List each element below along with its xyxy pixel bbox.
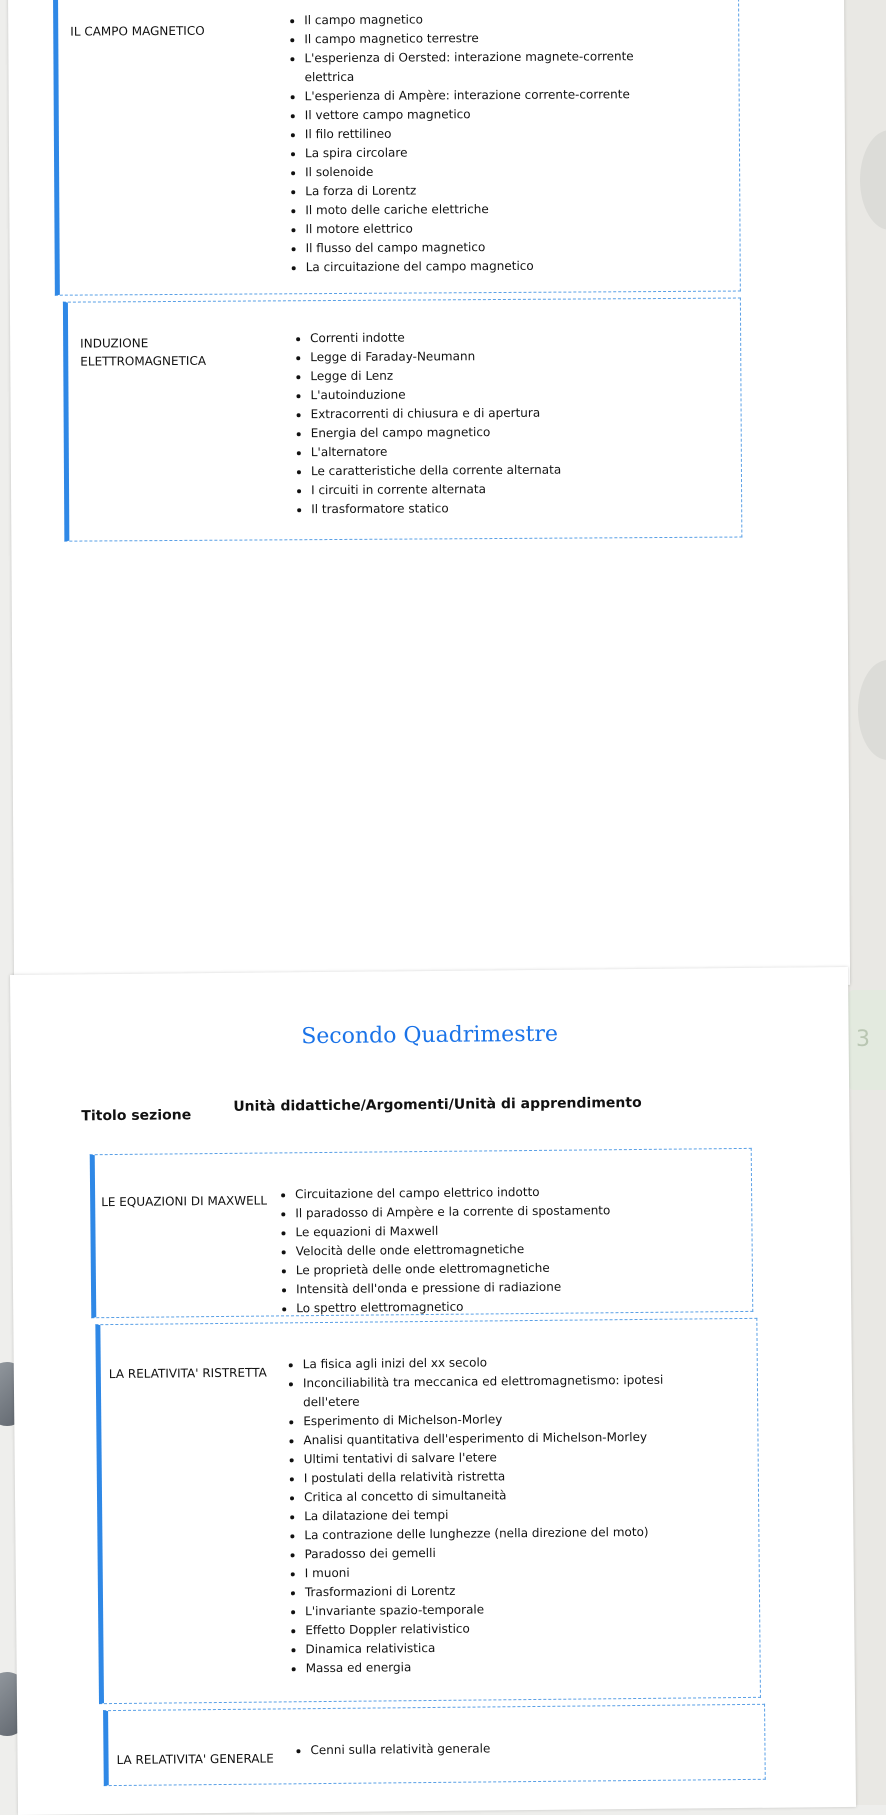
list-item: • La dilatazione dei tempi — [304, 1504, 684, 1527]
list-item: • Legge di Lenz — [310, 366, 560, 387]
list-item: • Cenni sulla relatività generale — [310, 1739, 490, 1760]
list-item: • La forza di Lorentz — [305, 180, 685, 201]
unread-count: 3 — [856, 1027, 870, 1052]
column-header-units: Unità didattiche/Argomenti/Unità di apprendimento — [233, 1094, 642, 1115]
list-item: • L'esperienza di Oersted: interazione magnete-corrente elettrica — [304, 47, 684, 87]
list-item: • Il filo rettilineo — [305, 123, 685, 144]
section-box-induzione — [63, 298, 742, 542]
list-item: • Trasformazioni di Lorentz — [305, 1580, 685, 1603]
list-item: • Il moto delle cariche elettriche — [305, 199, 685, 220]
list-item: • Le equazioni di Maxwell — [295, 1220, 610, 1242]
section-box-maxwell — [90, 1148, 754, 1318]
list-item: • Ultimi tentativi di salvare l'etere — [304, 1447, 684, 1470]
list-item: • Paradosso dei gemelli — [304, 1542, 684, 1565]
column-header-title: Titolo sezione — [81, 1107, 192, 1125]
section-title: LA RELATIVITA' RISTRETTA — [108, 1365, 267, 1382]
list-item: • L'invariante spazio-temporale — [305, 1599, 685, 1622]
document-page-1 — [8, 0, 850, 990]
list-item: • Il campo magnetico — [304, 9, 684, 30]
list-item: • Il motore elettrico — [305, 218, 685, 239]
list-item: • Intensità dell'onda e pressione di radiazione — [296, 1277, 611, 1299]
list-item: • Il trasformatore statico — [311, 499, 561, 520]
list-item: • Circuitazione del campo elettrico indotto — [295, 1182, 610, 1204]
list-item: • Correnti indotte — [310, 328, 560, 349]
topic-list — [290, 9, 686, 277]
list-item: • I muoni — [305, 1561, 685, 1584]
list-item: • Il campo magnetico terrestre — [304, 28, 684, 49]
list-item: • La spira circolare — [305, 142, 685, 163]
topic-list — [281, 1182, 611, 1318]
list-item: • Il solenoide — [305, 161, 685, 182]
page-heading: Secondo Quadrimestre — [301, 1021, 559, 1050]
list-item: • I postulati della relatività ristretta — [304, 1466, 684, 1489]
list-item: • Esperimento di Michelson-Morley — [303, 1409, 683, 1432]
list-item: • Il paradosso di Ampère e la corrente di spostamento — [295, 1201, 610, 1223]
list-item: • La fisica agli inizi del xx secolo — [303, 1352, 683, 1375]
list-item: • Critica al concetto di simultaneità — [304, 1485, 684, 1508]
section-box-campo-magnetico — [53, 0, 741, 296]
section-title: LA RELATIVITA' GENERALE — [116, 1751, 274, 1768]
section-box-relativita-generale — [103, 1704, 766, 1786]
list-item: • Le caratteristiche della corrente alternata — [311, 461, 561, 482]
list-item: • Energia del campo magnetico — [311, 423, 561, 444]
document-page-2 — [10, 967, 856, 1815]
list-item: • Il flusso del campo magnetico — [306, 237, 686, 258]
list-item: • La contrazione delle lunghezze (nella direzione del moto) — [304, 1523, 684, 1546]
list-item: • Inconciliabilità tra meccanica ed elettromagnetismo: ipotesi dell'etere — [303, 1371, 683, 1413]
section-title: INDUZIONE ELETTROMAGNETICA — [80, 336, 207, 369]
section-box-relativita-ristretta — [95, 1318, 761, 1704]
list-item: • I circuiti in corrente alternata — [311, 480, 561, 501]
unread-badge[interactable] — [848, 990, 886, 1090]
list-item: • La circuitazione del campo magnetico — [306, 256, 686, 277]
topic-list — [296, 328, 561, 520]
list-item: • Massa ed energia — [306, 1656, 686, 1679]
list-item: • L'autoinduzione — [310, 385, 560, 406]
list-item: • Effetto Doppler relativistico — [305, 1618, 685, 1641]
list-item: • Lo spettro elettromagnetico — [296, 1296, 611, 1318]
list-item: • Velocità delle onde elettromagnetiche — [296, 1239, 611, 1261]
list-item: • L'esperienza di Ampère: interazione corrente-corrente — [305, 85, 685, 106]
list-item: • Extracorrenti di chiusura e di apertura — [311, 404, 561, 425]
list-item: • Dinamica relativistica — [305, 1637, 685, 1660]
topic-list — [296, 1739, 490, 1760]
list-item: • Analisi quantitativa dell'esperimento di Michelson-Morley — [303, 1428, 683, 1451]
topic-list — [289, 1352, 686, 1679]
list-item: • Legge di Faraday-Neumann — [310, 347, 560, 368]
list-item: • Il vettore campo magnetico — [305, 104, 685, 125]
list-item: • Le proprietà delle onde elettromagnetiche — [296, 1258, 611, 1280]
section-title: LE EQUAZIONI DI MAXWELL — [101, 1193, 268, 1210]
list-item: • L'alternatore — [311, 442, 561, 463]
section-title: IL CAMPO MAGNETICO — [70, 23, 205, 39]
